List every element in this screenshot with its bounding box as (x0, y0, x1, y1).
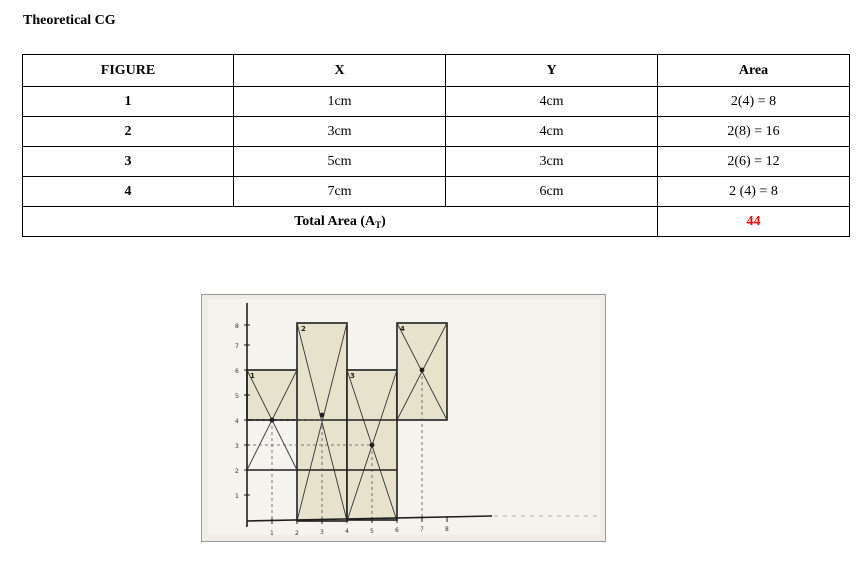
x-tick-label: 4 (345, 528, 349, 535)
shape-label-3: 3 (350, 372, 355, 380)
table-row (23, 117, 850, 147)
x-tick-label: 2 (295, 530, 299, 537)
x-tick-label: 5 (370, 528, 374, 535)
y-tick-label: 3 (235, 443, 239, 450)
cell-y: 4cm (446, 87, 658, 117)
y-tick-label: 1 (235, 493, 239, 500)
page-title: Theoretical CG (23, 13, 116, 28)
cg-sketch-drawing (202, 295, 605, 541)
y-tick-label: 8 (235, 323, 239, 330)
shape-label-2: 2 (301, 325, 306, 333)
x-tick-label: 8 (445, 526, 449, 533)
cell-area: 2(8) = 16 (658, 117, 850, 147)
total-label-text: Total Area (A (294, 213, 376, 229)
centroid-dot (320, 413, 325, 418)
cell-x: 1cm (234, 87, 446, 117)
y-tick-label: 2 (235, 468, 239, 475)
total-label-close: ) (381, 213, 386, 229)
centroid-dot (370, 443, 375, 448)
cell-figure: 4 (23, 177, 234, 207)
cg-table (22, 54, 850, 237)
table-row (23, 177, 850, 207)
header-figure: FIGURE (23, 55, 234, 87)
cell-y: 4cm (446, 117, 658, 147)
cell-y: 6cm (446, 177, 658, 207)
cell-figure: 2 (23, 117, 234, 147)
cell-figure: 1 (23, 87, 234, 117)
centroid-dot (420, 368, 425, 373)
cell-y: 3cm (446, 147, 658, 177)
y-tick-label: 5 (235, 393, 239, 400)
total-area-value: 44 (658, 207, 850, 237)
cell-x: 7cm (234, 177, 446, 207)
header-area: Area (658, 55, 850, 87)
table-row (23, 147, 850, 177)
header-y: Y (446, 55, 658, 87)
total-area-label (23, 207, 658, 237)
cell-area: 2(6) = 12 (658, 147, 850, 177)
header-x: X (234, 55, 446, 87)
centroid-dot (270, 418, 275, 423)
cell-x: 3cm (234, 117, 446, 147)
cell-x: 5cm (234, 147, 446, 177)
total-row (23, 207, 850, 237)
graph-paper-photo (201, 294, 606, 542)
cell-area: 2 (4) = 8 (658, 177, 850, 207)
y-tick-label: 7 (235, 343, 239, 350)
total-label-subscript: T (375, 219, 382, 230)
y-tick-label: 4 (235, 418, 239, 425)
x-tick-label: 7 (420, 526, 424, 533)
cell-figure: 3 (23, 147, 234, 177)
x-tick-label: 1 (270, 530, 274, 537)
x-tick-label: 6 (395, 527, 399, 534)
table-row (23, 87, 850, 117)
cell-area: 2(4) = 8 (658, 87, 850, 117)
shape-label-4: 4 (400, 325, 405, 333)
x-tick-label: 3 (320, 529, 324, 536)
shape-label-1: 1 (250, 372, 255, 380)
y-tick-label: 6 (235, 368, 239, 375)
table-header-row (23, 55, 850, 87)
